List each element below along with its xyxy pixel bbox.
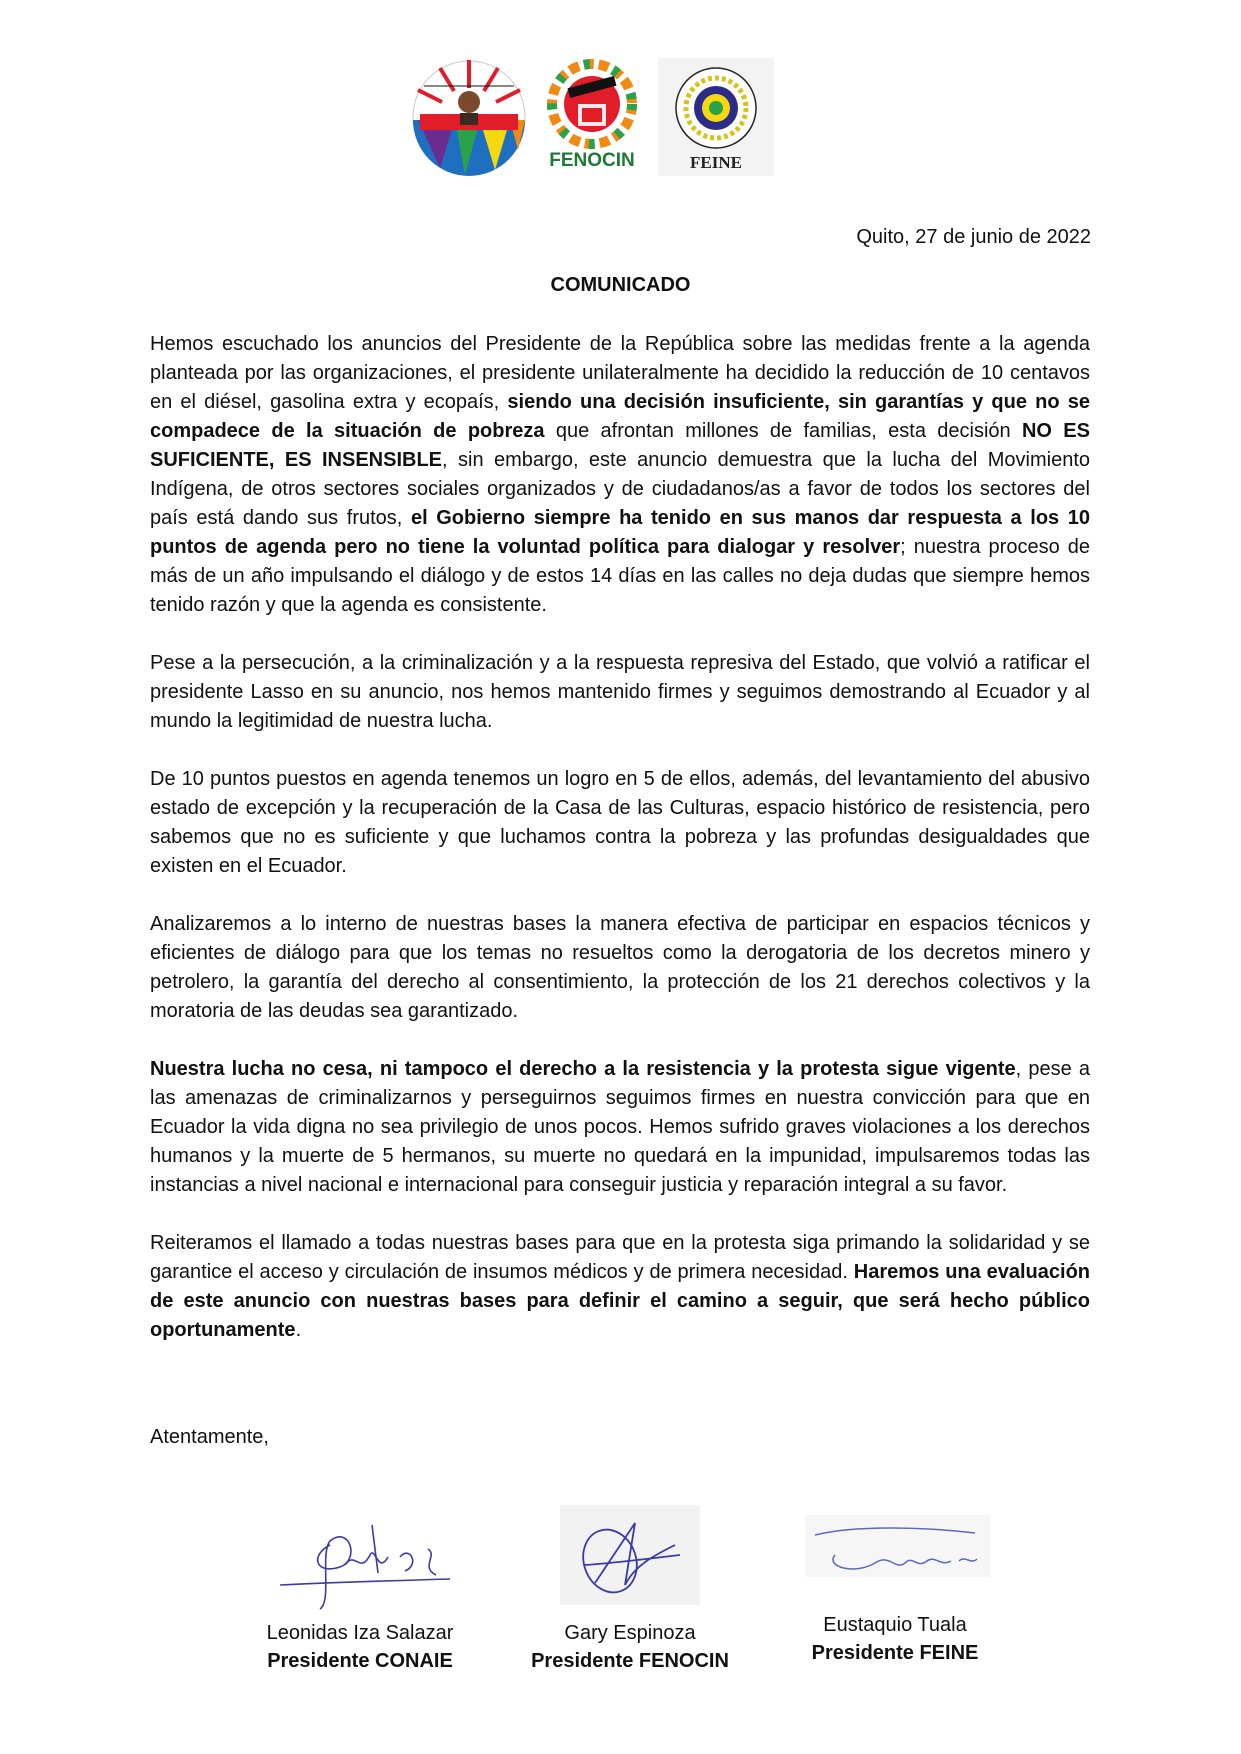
feine-logo-label: FEINE bbox=[690, 153, 742, 172]
paragraph-text: . bbox=[295, 1319, 302, 1341]
signer-name: Gary Espinoza bbox=[564, 1622, 696, 1644]
signature-block-feine bbox=[770, 1505, 1020, 1667]
paragraph-2 bbox=[150, 649, 1090, 736]
paragraph-5 bbox=[150, 1055, 1090, 1200]
paragraph-emphasis: NO ES SUFICIENTE, ES INSENSIBLE bbox=[150, 420, 1090, 471]
fenocin-logo-label: FENOCIN bbox=[549, 150, 635, 171]
paragraph-text: que afrontan millones de familias, esta decisión bbox=[544, 420, 1022, 442]
signature-espinoza-icon bbox=[555, 1505, 705, 1613]
conaie-logo-icon bbox=[410, 58, 528, 176]
signer-role: Presidente FEINE bbox=[811, 1642, 979, 1664]
paragraph-text: De 10 puntos puestos en agenda tenemos un logro en 5 de ellos, además, del levantamiento del abusivo estado de excepción y la recuperación de la Casa de las Culturas, espacio histórico de resistencia, pero sabemos que no es suficiente y que luchamos contra la pobreza y las profundas desigualdades que existen en el Ecuador. bbox=[150, 768, 1090, 877]
closing: Atentamente, bbox=[150, 1426, 269, 1448]
paragraph-text: Reiteramos el llamado a todas nuestras bases para que en la protesta siga primando la solidaridad y se garantice el acceso y circulación de insumos médicos y de primera necesidad. bbox=[150, 1232, 1090, 1283]
fenocin-logo-icon bbox=[538, 58, 646, 176]
paragraph-text: Analizaremos a lo interno de nuestras bases la manera efectiva de participar en espacios técnicos y eficientes de diálogo para que los temas no resueltos como la derogatoria de los decretos minero y petrolero, la garantía del derecho al consentimiento, la protección de los 21 derechos colectivos y la moratoria de las deudas sea garantizado. bbox=[150, 913, 1090, 1022]
signer-role: Presidente CONAIE bbox=[267, 1650, 453, 1672]
feine-logo-icon bbox=[658, 58, 774, 176]
document-title: COMUNICADO bbox=[550, 274, 691, 296]
paragraph-6 bbox=[150, 1229, 1090, 1345]
signature-tuala-icon bbox=[795, 1505, 995, 1605]
paragraph-1 bbox=[150, 330, 1090, 620]
paragraph-emphasis: el Gobierno siempre ha tenido en sus manos dar respuesta a los 10 puntos de agenda pero no tiene la voluntad política para dialogar y resolver bbox=[150, 507, 1091, 558]
signer-role: Presidente FENOCIN bbox=[531, 1650, 729, 1672]
paragraph-text: , sin embargo, este anuncio demuestra que la lucha del Movimiento Indígena, de otros sectores sociales organizados y de ciudadanos/as a favor de todos los sectores del país está dando sus frutos, bbox=[150, 449, 1090, 529]
signature-block-conaie bbox=[235, 1505, 485, 1675]
paragraph-emphasis: Nuestra lucha no cesa, ni tampoco el derecho a la resistencia y la protesta sigue vigente bbox=[150, 1058, 1016, 1080]
paragraph-3 bbox=[150, 765, 1090, 881]
signer-name: Leonidas Iza Salazar bbox=[266, 1622, 454, 1644]
paragraph-text: Pese a la persecución, a la criminalización y a la respuesta represiva del Estado, que volvió a ratificar el presidente Lasso en su anuncio, nos hemos mantenido firmes y seguimos demostrando al Ecuador y al mundo la legitimidad de nuestra lucha. bbox=[150, 652, 1090, 732]
paragraph-emphasis: Haremos una evaluación de este anuncio con nuestras bases para definir el camino a seguir, que será hecho público oportunamente bbox=[150, 1261, 1090, 1341]
paragraph-emphasis: siendo una decisión insuficiente, sin garantías y que no se compadece de la situación de pobreza bbox=[150, 391, 1090, 442]
header-logos bbox=[410, 58, 870, 203]
document-date: Quito, 27 de junio de 2022 bbox=[856, 226, 1091, 248]
signer-name: Eustaquio Tuala bbox=[823, 1614, 967, 1636]
signature-iza-icon bbox=[260, 1505, 460, 1613]
paragraph-text: ; nuestra proceso de más de un año impulsando el diálogo y de estos 14 días en las calles no deja dudas que siempre hemos tenido razón y que la agenda es consistente. bbox=[150, 536, 1090, 616]
document-body bbox=[150, 330, 1090, 1374]
paragraph-4 bbox=[150, 910, 1090, 1026]
paragraph-text: , pese a las amenazas de criminalizarnos y perseguirnos seguimos firmes en nuestra convicción para que en Ecuador la vida digna no sea privilegio de unos pocos. Hemos sufrido graves violaciones a los derechos humanos y la muerte de 5 hermanos, su muerte no quedará en la impunidad, impulsaremos todas las instancias a nivel nacional e internacional para conseguir justicia y reparación integral a su favor. bbox=[150, 1058, 1090, 1196]
signature-block-fenocin bbox=[505, 1505, 755, 1675]
paragraph-text: Hemos escuchado los anuncios del Presidente de la República sobre las medidas frente a la agenda planteada por las organizaciones, el presidente unilateralmente ha decidido la reducción de 10 centavos en el diésel, gasolina extra y ecopaís, bbox=[150, 333, 1090, 413]
